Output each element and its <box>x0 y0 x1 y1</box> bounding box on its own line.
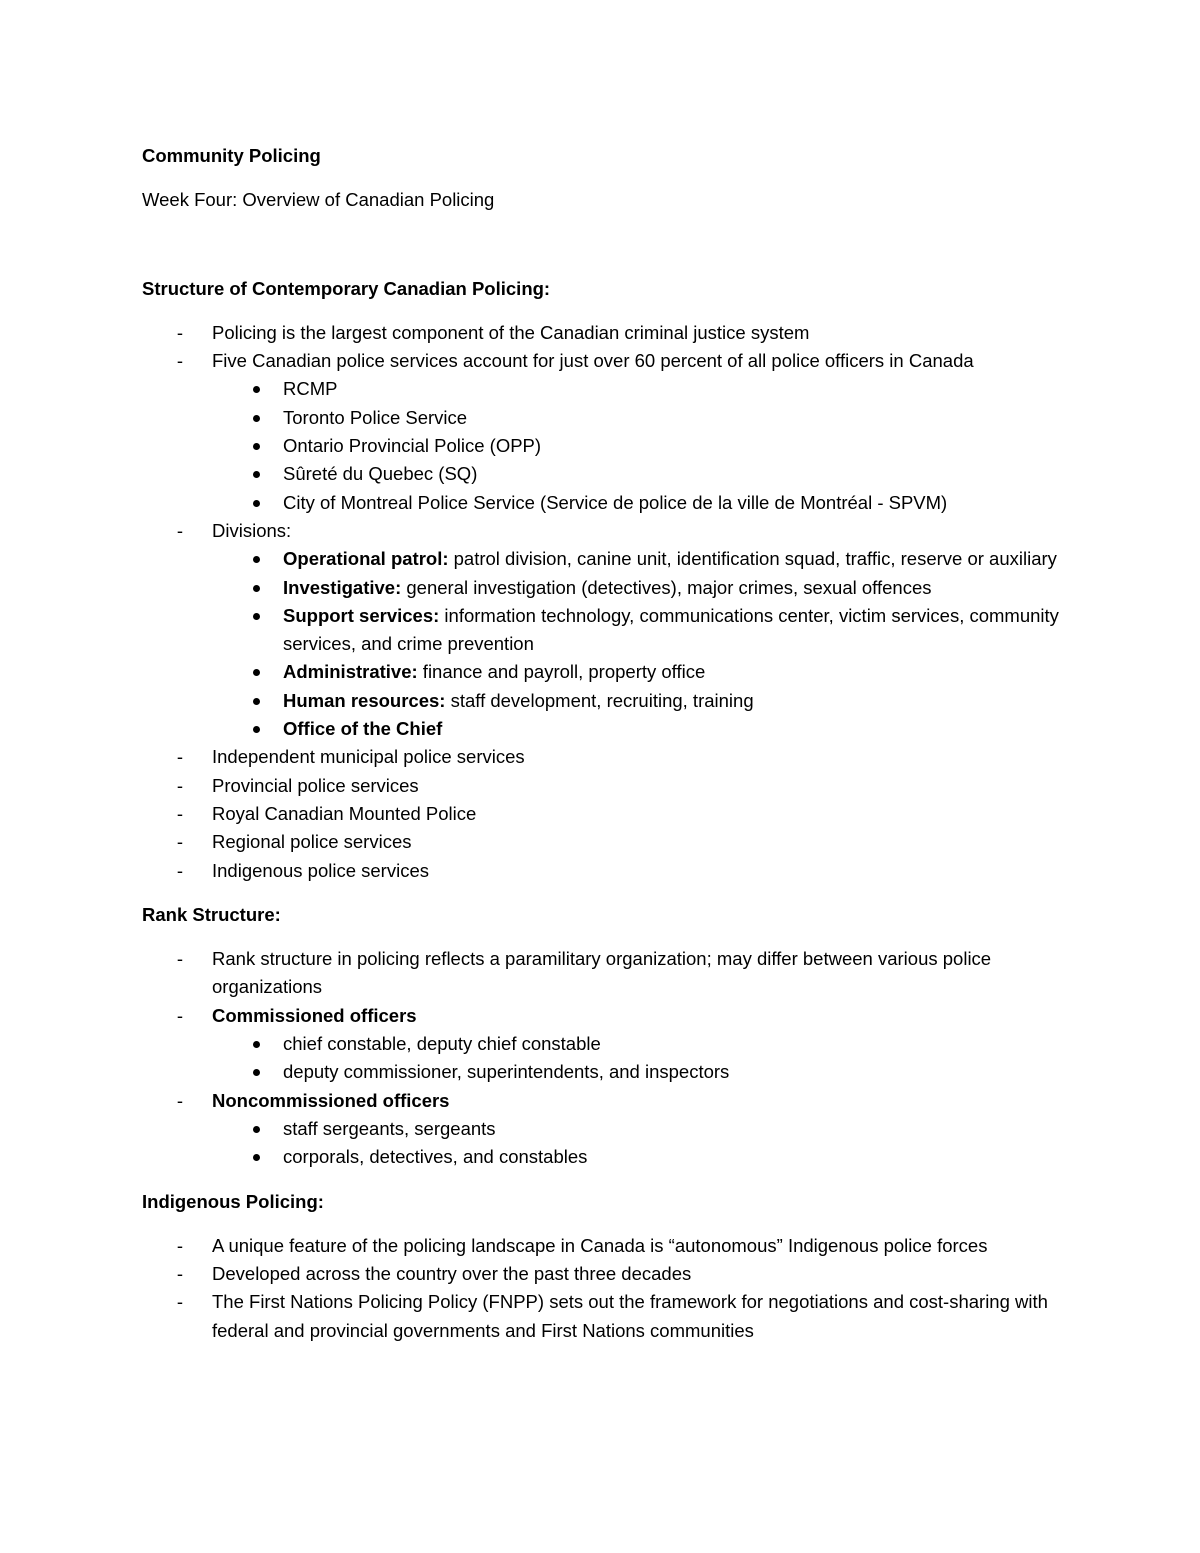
bullet-item-text: staff sergeants, sergeants <box>283 1117 496 1139</box>
list-item-text <box>212 743 1062 771</box>
list-item-body: Indigenous police services <box>212 859 429 881</box>
bullet-item-text: Ontario Provincial Police (OPP) <box>283 435 542 457</box>
list-item <box>142 347 1062 517</box>
dash-marker-icon: - <box>176 831 184 853</box>
bullet-list <box>212 1115 1062 1172</box>
bullet-list <box>212 375 1062 516</box>
dash-marker-icon: - <box>176 321 184 343</box>
bullet-dot-icon <box>253 500 260 507</box>
list-item-label: Commissioned officers <box>212 1004 417 1026</box>
dash-list <box>142 319 1062 885</box>
bullet-item-label: Human resources: <box>283 689 446 711</box>
bullet-item-text: patrol division, canine unit, identification squad, traffic, reserve or auxiliary <box>448 548 1057 570</box>
list-item <box>142 828 1062 856</box>
bullet-list <box>212 1030 1062 1087</box>
list-item-label: Noncommissioned officers <box>212 1089 450 1111</box>
list-item-body: Developed across the country over the past three decades <box>212 1263 692 1285</box>
bullet-dot-icon <box>253 585 260 592</box>
dash-marker-icon: - <box>176 1089 184 1111</box>
list-item <box>142 1260 1062 1288</box>
list-item <box>142 1232 1062 1260</box>
bullet-item-text: City of Montreal Police Service (Service de police de la ville de Montréal - SPVM) <box>283 491 948 513</box>
bullet-item-label: Operational patrol: <box>283 548 449 570</box>
list-item-body: Independent municipal police services <box>212 746 525 768</box>
bullet-dot-icon <box>253 613 260 620</box>
bullet-item <box>142 404 1062 432</box>
list-item-text <box>212 772 1062 800</box>
bullet-item <box>142 687 1062 715</box>
dash-marker-icon: - <box>176 948 184 970</box>
list-item <box>142 743 1062 771</box>
bullet-item <box>142 432 1062 460</box>
bullet-item-text: Toronto Police Service <box>283 406 468 428</box>
document-content <box>142 142 1062 1345</box>
bullet-item <box>142 1030 1062 1058</box>
dash-marker-icon: - <box>176 746 184 768</box>
bullet-item <box>142 1143 1062 1171</box>
bullet-dot-icon <box>253 698 260 705</box>
dash-marker-icon: - <box>176 350 184 372</box>
list-item <box>142 1087 1062 1172</box>
list-item-text <box>212 1288 1062 1345</box>
bullet-dot-icon <box>253 1069 260 1076</box>
bullet-dot-icon <box>253 443 260 450</box>
dash-marker-icon: - <box>176 859 184 881</box>
bullet-item-text: RCMP <box>283 378 338 400</box>
bullet-item <box>142 460 1062 488</box>
bullet-item <box>142 658 1062 686</box>
list-item-text <box>212 945 1062 1002</box>
list-item-text <box>212 1002 1062 1030</box>
list-item-text <box>212 319 1062 347</box>
bullet-dot-icon <box>253 1126 260 1133</box>
section-heading-indigenous-policing: Indigenous Policing: <box>142 1190 324 1212</box>
list-item-text <box>212 517 1062 545</box>
bullet-item-label: Office of the Chief <box>283 718 443 740</box>
document-title: Community Policing <box>142 145 321 166</box>
bullet-item-label: Investigative: <box>283 576 402 598</box>
bullet-dot-icon <box>253 386 260 393</box>
bullet-item <box>142 1115 1062 1143</box>
bullet-item-label: Administrative: <box>283 661 418 683</box>
list-item <box>142 319 1062 347</box>
bullet-item-text: information technology, communications center, victim services, community services, and crime prevention <box>283 604 1059 655</box>
dash-list <box>142 945 1062 1171</box>
list-item-text <box>212 347 1062 375</box>
bullet-item-text: chief constable, deputy chief constable <box>283 1033 601 1055</box>
bullet-dot-icon <box>253 556 260 563</box>
document-subtitle: Week Four: Overview of Canadian Policing <box>142 189 495 211</box>
bullet-item <box>142 375 1062 403</box>
bullet-dot-icon <box>253 669 260 676</box>
bullet-item <box>142 545 1062 573</box>
bullet-list <box>212 545 1062 743</box>
dash-marker-icon: - <box>176 1234 184 1256</box>
list-item-text <box>212 857 1062 885</box>
list-item-text <box>212 1087 1062 1115</box>
list-item-body: Divisions: <box>212 519 292 541</box>
bullet-item-text: finance and payroll, property office <box>417 661 706 683</box>
bullet-dot-icon <box>253 726 260 733</box>
dash-marker-icon: - <box>176 519 184 541</box>
sections-container <box>142 275 1062 1345</box>
dash-marker-icon: - <box>176 1004 184 1026</box>
list-item-body: Provincial police services <box>212 774 419 796</box>
list-item <box>142 1288 1062 1345</box>
list-item <box>142 945 1062 1002</box>
bullet-item <box>142 1058 1062 1086</box>
dash-list <box>142 1232 1062 1345</box>
list-item <box>142 517 1062 743</box>
list-item-body: Royal Canadian Mounted Police <box>212 802 477 824</box>
list-item-text <box>212 1232 1062 1260</box>
list-item-body: Rank structure in policing reflects a paramilitary organization; may differ between various police organizations <box>212 948 992 998</box>
list-item-text <box>212 828 1062 856</box>
list-item-text <box>212 1260 1062 1288</box>
bullet-dot-icon <box>253 471 260 478</box>
bullet-item-text: Sûreté du Quebec (SQ) <box>283 463 478 485</box>
section-heading-rank-structure: Rank Structure: <box>142 903 281 925</box>
bullet-item-text: corporals, detectives, and constables <box>283 1146 588 1168</box>
bullet-item-text: staff development, recruiting, training <box>445 689 754 711</box>
dash-marker-icon: - <box>176 802 184 824</box>
bullet-item <box>142 715 1062 743</box>
section-heading-structure-of-contemporary-canadian-policing: Structure of Contemporary Canadian Policing: <box>142 277 551 299</box>
bullet-dot-icon <box>253 1041 260 1048</box>
dash-marker-icon: - <box>176 774 184 796</box>
bullet-item <box>142 602 1062 659</box>
bullet-item <box>142 489 1062 517</box>
list-item-body: The First Nations Policing Policy (FNPP) sets out the framework for negotiations and cost-sharing with federal and provincial governments and First Nations communities <box>212 1291 1048 1341</box>
list-item-body: Regional police services <box>212 831 412 853</box>
list-item <box>142 1002 1062 1087</box>
list-item <box>142 857 1062 885</box>
bullet-dot-icon <box>253 1154 260 1161</box>
bullet-item-text: general investigation (detectives), major crimes, sexual offences <box>401 576 932 598</box>
list-item <box>142 772 1062 800</box>
list-item-body: Policing is the largest component of the Canadian criminal justice system <box>212 321 810 343</box>
bullet-item-text: deputy commissioner, superintendents, and inspectors <box>283 1061 730 1083</box>
list-item-body: A unique feature of the policing landscape in Canada is “autonomous” Indigenous police forces <box>212 1234 988 1256</box>
list-item-text <box>212 800 1062 828</box>
list-item-body: Five Canadian police services account for just over 60 percent of all police officers in Canada <box>212 350 974 372</box>
bullet-dot-icon <box>253 415 260 422</box>
list-item <box>142 800 1062 828</box>
bullet-item-label: Support services: <box>283 604 440 626</box>
dash-marker-icon: - <box>176 1291 184 1313</box>
dash-marker-icon: - <box>176 1263 184 1285</box>
bullet-item <box>142 574 1062 602</box>
